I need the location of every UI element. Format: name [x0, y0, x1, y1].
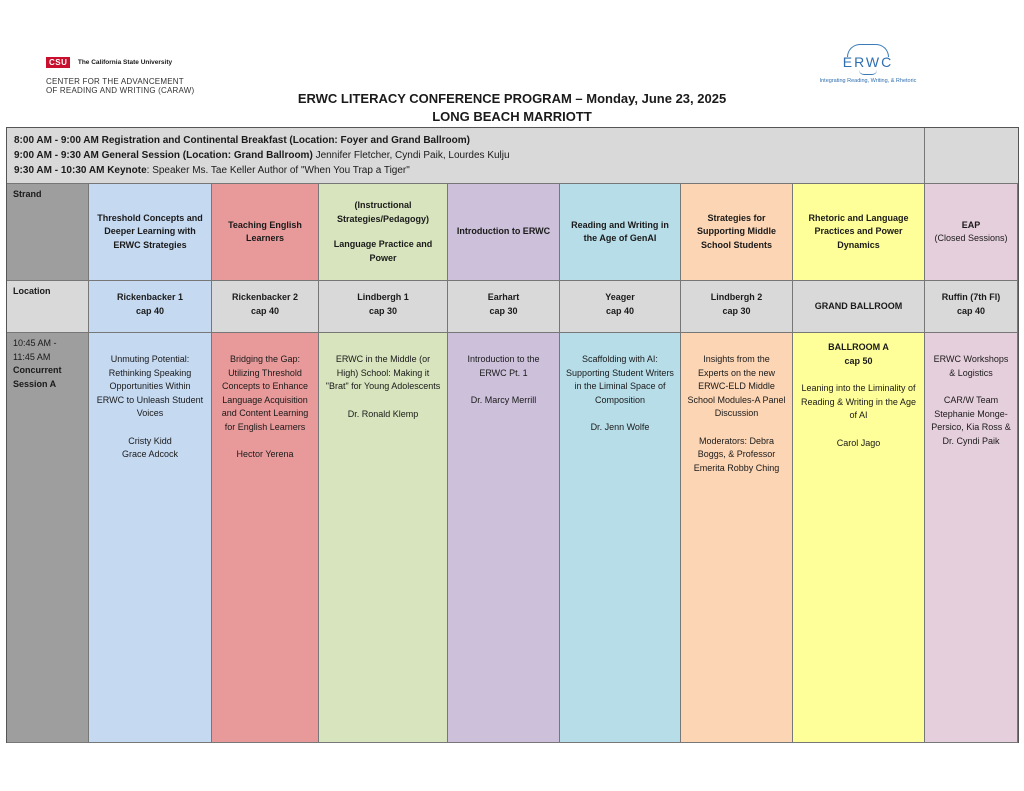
location-name: Earhart	[487, 292, 520, 302]
session-room: BALLROOM A	[828, 342, 889, 352]
session-title: ERWC Workshops & Logistics	[933, 354, 1009, 378]
session-type: Concurrent	[13, 365, 62, 375]
program-table	[6, 127, 1019, 743]
session-capacity: cap 50	[844, 355, 873, 366]
banner-line-3	[14, 163, 924, 178]
strand-subtitle: (Instructional Strategies/Pedagogy)	[336, 200, 430, 224]
session-presenter: CAR/W Team Stephanie Monge-Persico, Kia Ross & Dr. Cyndi Paik	[931, 395, 1011, 446]
erwc-swirl-icon	[859, 70, 877, 75]
strand-header-language-practice	[319, 184, 448, 281]
strand-row-label: Strand	[7, 184, 89, 281]
banner-time-1: 8:00 AM - 9:00 AM	[14, 135, 99, 146]
session-cell-threshold	[89, 333, 212, 743]
banner-time-2: 9:00 AM - 9:30 AM	[14, 150, 99, 161]
location-name: GRAND BALLROOM	[814, 300, 903, 311]
banner-time-3: 9:30 AM - 10:30 AM	[14, 165, 105, 176]
strand-title: EAP	[961, 219, 981, 230]
session-cell-rhetoric	[793, 333, 925, 743]
session-time-start: 10:45 AM -	[13, 338, 57, 348]
session-presenter: Dr. Ronald Klemp	[347, 408, 419, 419]
session-presenter: Carol Jago	[836, 437, 881, 448]
location-capacity: cap 30	[489, 305, 518, 316]
location-name: Rickenbacker 2	[231, 292, 299, 302]
strand-header-rhetoric: Rhetoric and Language Practices and Power Dynamics	[793, 184, 925, 281]
session-title: Introduction to the ERWC Pt. 1	[467, 354, 540, 378]
location-capacity: cap 30	[722, 305, 751, 316]
location-cell-yeager	[560, 281, 681, 333]
strand-header-genai: Reading and Writing in the Age of GenAI	[560, 184, 681, 281]
session-cell-english-learners	[212, 333, 319, 743]
erwc-logo-text: ERWC	[842, 54, 894, 70]
location-capacity: cap 40	[605, 305, 635, 316]
session-cell-language-practice	[319, 333, 448, 743]
strand-subtitle: (Closed Sessions)	[934, 233, 1008, 243]
caraw-line-2: OF READING AND WRITING (CARAW)	[46, 86, 195, 95]
banner-people-2: Jennifer Fletcher, Cyndi Paik, Lourdes Kulju	[315, 150, 510, 161]
session-title: ERWC in the Middle (or High) School: Making it "Brat" for Young Adolescents	[325, 354, 441, 391]
session-title: Unmuting Potential: Rethinking Speaking Opportunities Within ERWC to Unleash Student Voices	[96, 354, 204, 418]
page-title: ERWC LITERACY CONFERENCE PROGRAM – Monday, June 23, 2025	[297, 91, 727, 106]
banner-line-1	[14, 133, 924, 148]
session-cell-eap	[925, 333, 1018, 743]
strand-header-middle-school: Strategies for Supporting Middle School Students	[681, 184, 793, 281]
banner-line-2	[14, 148, 924, 163]
session-presenter: Cristy Kidd	[128, 435, 172, 446]
session-a-row-label	[7, 333, 89, 743]
strand-title: Language Practice and Power	[333, 239, 433, 263]
strand-header-intro-erwc: Introduction to ERWC	[448, 184, 560, 281]
location-cell-rickenbacker-2	[212, 281, 319, 333]
session-presenter: Moderators: Debra Boggs, & Professor Emerita Robby Ching	[693, 435, 780, 473]
strand-header-english-learners: Teaching English Learners	[212, 184, 319, 281]
session-presenter: Hector Yerena	[236, 449, 294, 459]
location-name: Lindbergh 2	[710, 292, 763, 302]
general-schedule-banner	[7, 128, 925, 184]
banner-empty-cell	[925, 128, 1018, 184]
location-cell-rickenbacker-1	[89, 281, 212, 333]
session-title: Insights from the Experts on the new ERWC-ELD Middle School Modules-A Panel Discussion	[687, 354, 786, 418]
csu-badge: CSU	[46, 57, 70, 68]
session-presenter: Dr. Marcy Merrill	[470, 395, 537, 405]
erwc-logo	[812, 44, 924, 92]
venue-title: LONG BEACH MARRIOTT	[432, 109, 592, 124]
location-cell-grand-ballroom	[793, 281, 925, 333]
session-title: Bridging the Gap: Utilizing Threshold Concepts to Enhance Language Acquisition and Content Learning for English Learners	[221, 354, 309, 432]
banner-text-1: Registration and Continental Breakfast (Location: Foyer and Grand Ballroom)	[101, 135, 470, 146]
location-name: Rickenbacker 1	[116, 292, 184, 302]
location-row-label: Location	[7, 281, 89, 333]
banner-label-3: Keynote	[107, 165, 147, 176]
location-cell-lindbergh-2	[681, 281, 793, 333]
location-name: Ruffin (7th Fl)	[941, 292, 1001, 302]
erwc-tagline: Integrating Reading, Writing, & Rhetoric	[819, 78, 917, 84]
csu-university-name: The California State University	[77, 59, 173, 67]
location-cell-earhart	[448, 281, 560, 333]
strand-header-threshold: Threshold Concepts and Deeper Learning with ERWC Strategies	[89, 184, 212, 281]
location-name: Lindbergh 1	[357, 292, 409, 302]
location-capacity: cap 40	[135, 305, 165, 316]
location-capacity: cap 40	[956, 305, 986, 316]
banner-text-3: : Speaker Ms. Tae Keller Author of "When You Trap a Tiger"	[146, 165, 410, 176]
session-title: Leaning into the Liminality of Reading & Writing in the Age of AI	[801, 383, 916, 420]
session-presenter: Dr. Jenn Wolfe	[590, 422, 650, 432]
caraw-line-1: CENTER FOR THE ADVANCEMENT	[46, 77, 184, 86]
location-cell-ruffin	[925, 281, 1018, 333]
location-cell-lindbergh-1	[319, 281, 448, 333]
session-cell-genai	[560, 333, 681, 743]
session-cell-middle-school	[681, 333, 793, 743]
csu-caraw-logo	[46, 54, 216, 94]
session-time-end: 11:45 AM	[13, 351, 51, 362]
session-cell-intro-erwc	[448, 333, 560, 743]
location-name: Yeager	[605, 292, 635, 302]
location-capacity: cap 30	[368, 305, 398, 316]
strand-header-eap	[925, 184, 1018, 281]
session-name: Session A	[13, 378, 57, 389]
location-capacity: cap 40	[250, 305, 280, 316]
session-title: Scaffolding with AI: Supporting Student Writers in the Liminal Space of Composition	[566, 354, 674, 405]
banner-text-2: General Session (Location: Grand Ballroom)	[101, 150, 313, 161]
session-presenter-2: Grace Adcock	[121, 449, 179, 459]
